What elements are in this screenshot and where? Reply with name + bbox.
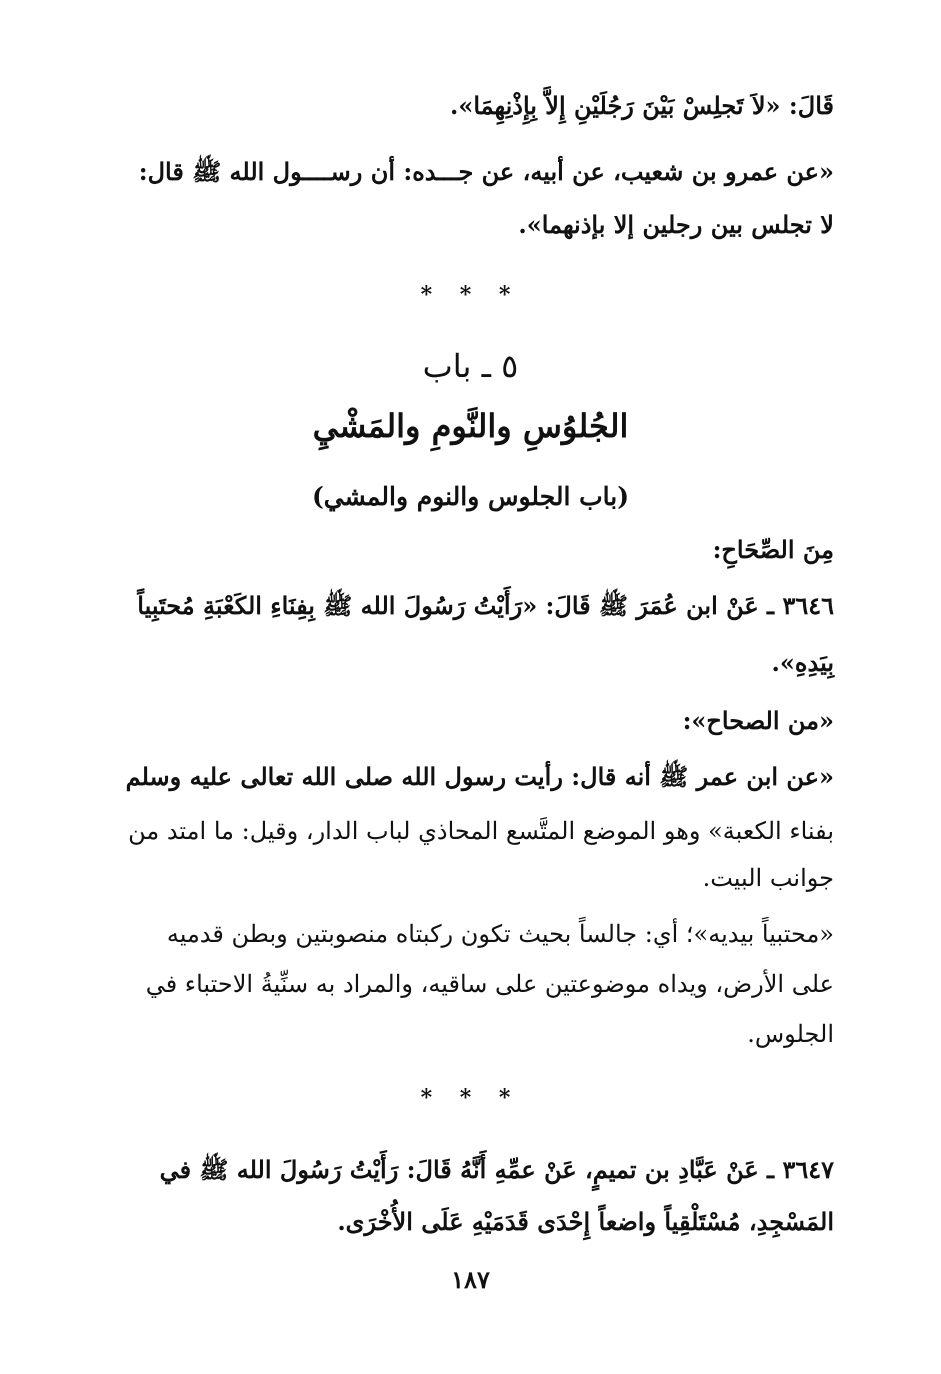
chapter-number: ٥ ـ باب — [422, 347, 519, 385]
section-heading: «من الصحاح»: — [682, 706, 834, 735]
commentary-line: جوانب البيت. — [702, 864, 834, 892]
chapter-title: الجُلوُسِ والنَّومِ والمَشْيِ — [312, 407, 629, 445]
hadith-text-line: ٣٦٤٧ ـ عَنْ عَبَّادِ بن تميمٍ، عَنْ عمِّهِ أَنَّهُ قَالَ: رَأَيْتُ رَسُولَ الله ﷺ في — [159, 1155, 834, 1184]
page-number: ١٨٧ — [451, 1265, 490, 1294]
section-heading: مِنَ الصِّحَاحِ: — [712, 535, 834, 564]
section-separator: * * * — [420, 1085, 521, 1111]
commentary-line: على الأرض، ويداه موضوعتين على ساقيه، والمراد به سنِّيةُ الاحتباء في — [145, 970, 834, 998]
commentary-line: الجلوس. — [747, 1020, 834, 1048]
commentary-line: بفناء الكعبة» وهو الموضع المتَّسع المحاذي لباب الدار، وقيل: ما امتد من — [128, 817, 834, 845]
hadith-text-line: ٣٦٤٦ ـ عَنْ ابن عُمَرَ ﷺ قَالَ: «رَأَيْتُ رَسُولَ الله ﷺ بِفِنَاءِ الكَعْبَةِ مُحتَبِياً — [137, 591, 834, 620]
hadith-text-line: المَسْجِدِ، مُسْتَلْقِياً واضعاً إِحْدَى قَدَمَيْهِ عَلَى الأُخْرَى. — [337, 1207, 834, 1236]
section-separator: * * * — [420, 282, 521, 308]
commentary-line: «محتبياً بيديه»؛ أي: جالساً بحيث تكون ركبتاه منصوبتين وبطن قدميه — [166, 920, 834, 948]
hadith-text-line: بِيَدِهِ». — [771, 648, 834, 677]
commentary-line: «عن عمرو بن شعيب، عن أبيه، عن جـــده: أن رســــول الله ﷺ قال: — [138, 157, 834, 186]
commentary-line: «عن ابن عمر ﷺ أنه قال: رأيت رسول الله صلى الله تعالى عليه وسلم — [125, 762, 834, 791]
commentary-line: لا تجلس بين رجلين إلا بإذنهما». — [518, 210, 834, 239]
chapter-subtitle: (باب الجلوس والنوم والمشي) — [311, 482, 630, 511]
hadith-ending-line: قَالَ: «لاَ تَجلِسْ بَيْنَ رَجُلَيْنِ إِلاَّ بِإِذْنِهِمَا». — [449, 91, 834, 120]
